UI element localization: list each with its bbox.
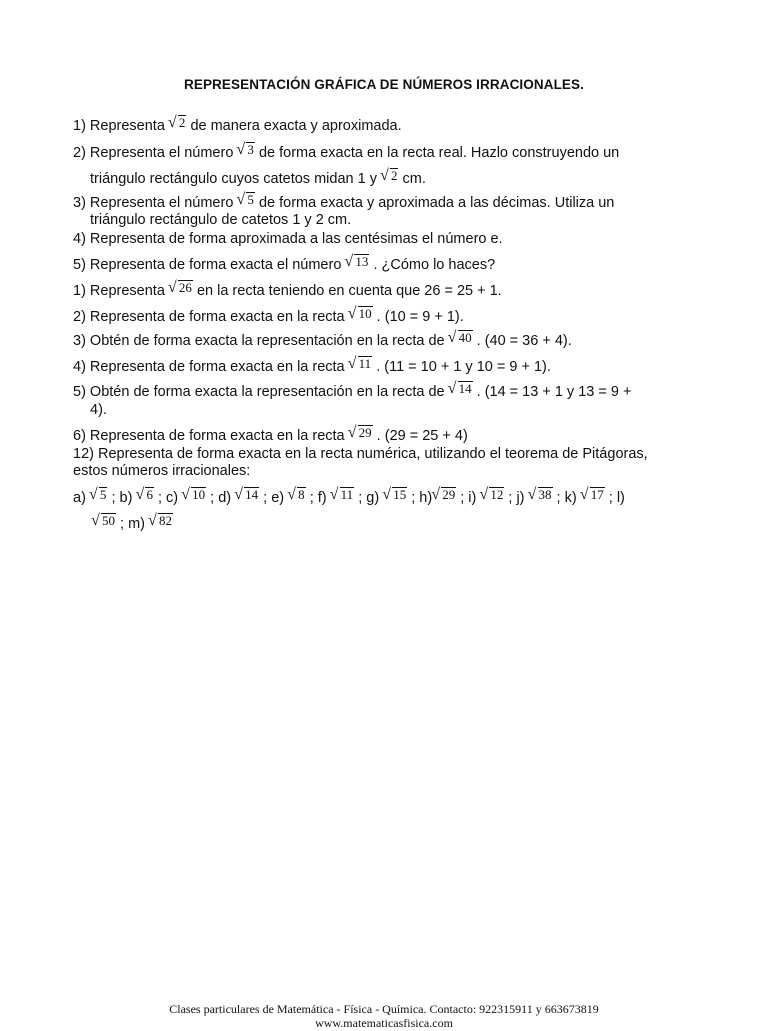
sqrt-symbol	[345, 254, 369, 271]
exercise-2	[73, 142, 695, 162]
exercise-b5	[73, 381, 695, 401]
sqrt-symbol	[432, 487, 456, 504]
sqrt-symbol	[349, 356, 373, 373]
exercise-text: . (29 = 25 + 4)	[372, 428, 468, 444]
exercise-b3	[73, 330, 695, 350]
radicand: 2	[390, 168, 398, 183]
radicand: 10	[192, 487, 206, 502]
exercise-2-continuation	[90, 168, 695, 188]
exercise-b6	[73, 425, 695, 445]
radicals-list-continuation	[92, 513, 692, 533]
sqrt-symbol	[169, 115, 187, 132]
sqrt-symbol	[349, 306, 373, 323]
radicand: 13	[355, 254, 369, 269]
exercise-12-continuation: estos números irracionales:	[73, 463, 251, 479]
exercise-text: . (11 = 10 + 1 y 10 = 9 + 1).	[372, 359, 551, 375]
exercise-text: 1) Representa	[73, 118, 169, 134]
list-label: ; m)	[116, 516, 150, 532]
radicand: 38	[538, 487, 552, 502]
exercise-b5-continuation: 4).	[90, 402, 107, 418]
radicals-list	[73, 487, 701, 507]
footer-contact: Clases particulares de Matemática - Física - Química. Contacto: 922315911 y 663673819	[169, 1002, 599, 1016]
radicand: 3	[247, 142, 254, 157]
radicand: 5	[99, 487, 107, 502]
sqrt-symbol	[136, 487, 154, 504]
sqrt-symbol	[149, 513, 173, 530]
sqrt-symbol	[581, 487, 605, 504]
exercise-text: triángulo rectángulo cuyos catetos midan 1 y	[90, 171, 381, 187]
radicand: 82	[159, 513, 173, 528]
sqrt-symbol	[449, 330, 473, 347]
exercise-1	[73, 115, 695, 135]
exercise-text: 2) Representa el número	[73, 145, 238, 161]
exercise-5	[73, 254, 695, 274]
exercise-b1	[73, 280, 695, 300]
radicand: 10	[358, 306, 372, 321]
radicand: 26	[178, 280, 192, 295]
exercise-text: . (10 = 9 + 1).	[372, 309, 464, 325]
radicand: 17	[590, 487, 604, 502]
sqrt-symbol	[480, 487, 504, 504]
exercise-4: 4) Representa de forma aproximada a las centésimas el número e.	[73, 231, 503, 247]
sqrt-symbol	[383, 487, 407, 504]
radicand: 2	[178, 115, 186, 130]
list-label: ; b)	[107, 490, 137, 506]
radicand: 12	[490, 487, 504, 502]
sqrt-symbol	[92, 513, 116, 530]
sqrt-symbol	[235, 487, 259, 504]
sqrt-symbol	[331, 487, 355, 504]
document-title: REPRESENTACIÓN GRÁFICA DE NÚMEROS IRRACIONALES.	[184, 77, 584, 92]
exercise-3-continuation: triángulo rectángulo de catetos 1 y 2 cm.	[90, 212, 352, 228]
radicand: 5	[247, 192, 254, 207]
exercise-text: en la recta teniendo en cuenta que 26 = 25 + 1.	[192, 283, 502, 299]
exercise-b2	[73, 306, 695, 326]
exercise-text: 5) Representa de forma exacta el número	[73, 257, 346, 273]
exercise-text: 2) Representa de forma exacta en la recta	[73, 309, 349, 325]
exercise-text: cm.	[398, 171, 426, 187]
radicand: 6	[146, 487, 153, 502]
exercise-text: de forma exacta en la recta real. Hazlo construyendo un	[254, 145, 620, 161]
sqrt-symbol	[237, 142, 255, 159]
radicand: 15	[393, 487, 407, 502]
sqrt-symbol	[237, 192, 255, 209]
radicand: 14	[458, 381, 472, 396]
exercise-text: . (40 = 36 + 4).	[472, 333, 572, 349]
exercise-text: 5) Obtén de forma exacta la representación en la recta de	[73, 384, 449, 400]
list-label: ; i)	[456, 490, 481, 506]
exercise-text: de manera exacta y aproximada.	[186, 118, 402, 134]
sqrt-symbol	[169, 280, 193, 297]
radicand: 29	[358, 425, 372, 440]
exercise-text: 3) Obtén de forma exacta la representación en la recta de	[73, 333, 449, 349]
radicand: 50	[102, 513, 115, 528]
sqrt-symbol	[449, 381, 473, 398]
list-label: a)	[73, 490, 90, 506]
sqrt-symbol	[381, 168, 399, 185]
sqrt-symbol	[288, 487, 306, 504]
list-label: ; c)	[153, 490, 183, 506]
exercise-text: 3) Representa el número	[73, 195, 238, 211]
sqrt-symbol	[182, 487, 206, 504]
list-label: ; k)	[552, 490, 581, 506]
radicand: 29	[442, 487, 456, 502]
radicand: 40	[458, 330, 472, 345]
exercise-text: 1) Representa	[73, 283, 169, 299]
list-label: ; e)	[259, 490, 289, 506]
list-label: ; h)	[407, 490, 433, 506]
exercise-text: . ¿Cómo lo haces?	[369, 257, 496, 273]
exercise-3	[73, 192, 695, 212]
list-label: ; g)	[354, 490, 384, 506]
footer-url[interactable]: www.matematicasfisica.com	[315, 1016, 453, 1030]
radicand: 8	[298, 487, 305, 502]
list-label: ; d)	[206, 490, 236, 506]
sqrt-symbol	[529, 487, 553, 504]
radicand: 11	[340, 487, 354, 502]
exercise-text: de forma exacta y aproximada a las décimas. Utiliza un	[254, 195, 615, 211]
sqrt-symbol	[90, 487, 108, 504]
list-label: ; j)	[504, 490, 529, 506]
exercise-12: 12) Representa de forma exacta en la recta numérica, utilizando el teorema de Pitágoras,	[73, 446, 648, 462]
radicand: 14	[245, 487, 259, 502]
radicand: 11	[358, 356, 372, 371]
exercise-text: 4) Representa de forma exacta en la recta	[73, 359, 349, 375]
exercise-text: 6) Representa de forma exacta en la recta	[73, 428, 349, 444]
list-label: ; f)	[305, 490, 331, 506]
sqrt-symbol	[349, 425, 373, 442]
exercise-b4	[73, 356, 695, 376]
exercise-text: . (14 = 13 + 1 y 13 = 9 +	[472, 384, 632, 400]
list-label: ; l)	[604, 490, 625, 506]
